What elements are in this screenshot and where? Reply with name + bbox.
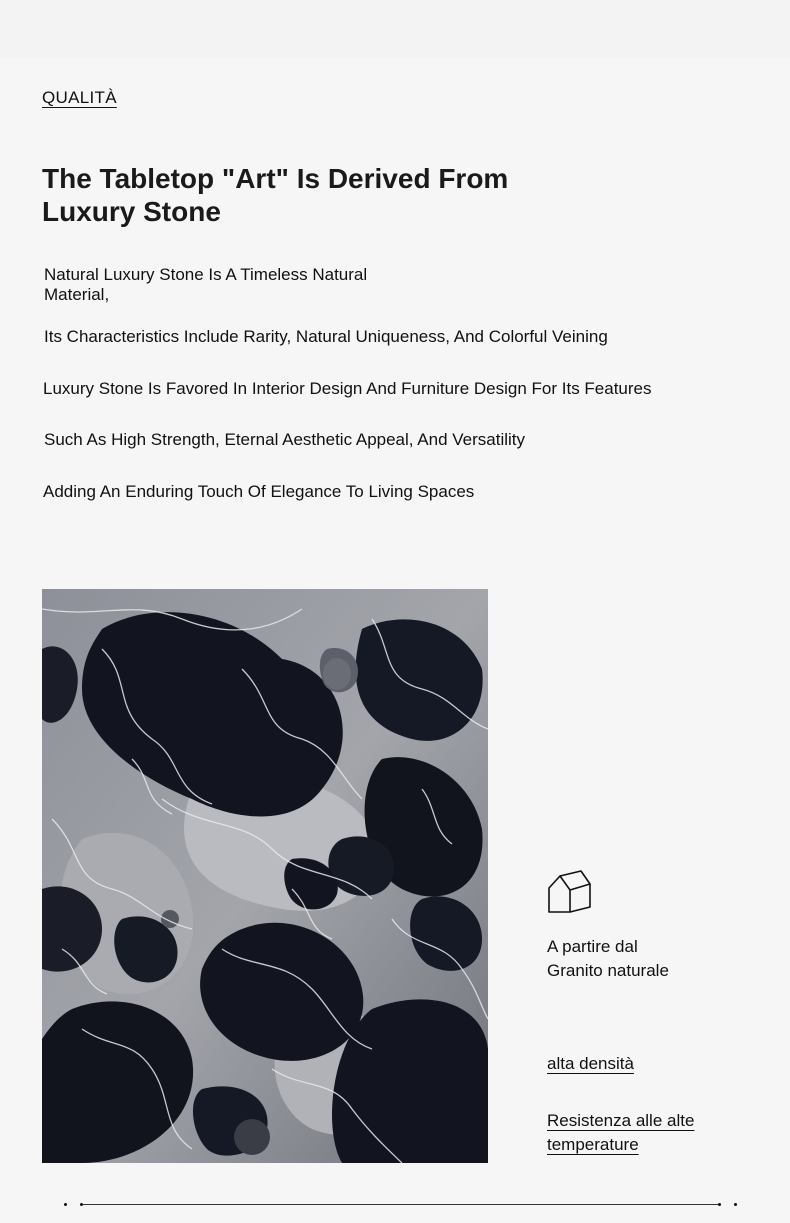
paragraph-1-line-1: Natural Luxury Stone Is A Timeless Natural xyxy=(44,265,368,284)
carousel-progress-line xyxy=(82,1204,718,1205)
feature-caption xyxy=(547,935,747,983)
paragraph-3: Luxury Stone Is Favored In Interior Design And Furniture Design For Its Features xyxy=(43,379,652,398)
page-title xyxy=(42,162,562,228)
top-bar xyxy=(0,0,790,58)
paragraph-5: Adding An Enduring Touch Of Elegance To Living Spaces xyxy=(43,482,475,501)
paragraph-1-line-2: Material, xyxy=(44,285,110,304)
paragraph-1 xyxy=(44,265,424,305)
high-density-link[interactable]: alta densità xyxy=(547,1054,634,1073)
temperature-resistance-line-1: Resistenza alle alte xyxy=(547,1111,695,1130)
carousel-dot[interactable] xyxy=(64,1203,67,1206)
title-line-2: Luxury Stone xyxy=(42,196,221,227)
paragraph-2: Its Characteristics Include Rarity, Natural Uniqueness, And Colorful Veining xyxy=(44,327,608,346)
title-line-1: The Tabletop "Art" Is Derived From xyxy=(42,163,509,194)
house-outline-icon xyxy=(546,868,592,914)
paragraph-4: Such As High Strength, Eternal Aesthetic Appeal, And Versatility xyxy=(44,430,526,449)
temperature-resistance-link[interactable] xyxy=(547,1109,747,1157)
temperature-resistance-line-2: temperature xyxy=(547,1135,639,1154)
section-label: QUALITÀ xyxy=(42,88,117,107)
feature-caption-line-2: Granito naturale xyxy=(547,961,669,980)
feature-caption-line-1: A partire dal xyxy=(547,937,638,956)
carousel-dot[interactable] xyxy=(718,1203,721,1206)
carousel-dot[interactable] xyxy=(734,1203,737,1206)
marble-stone-image xyxy=(42,589,488,1163)
